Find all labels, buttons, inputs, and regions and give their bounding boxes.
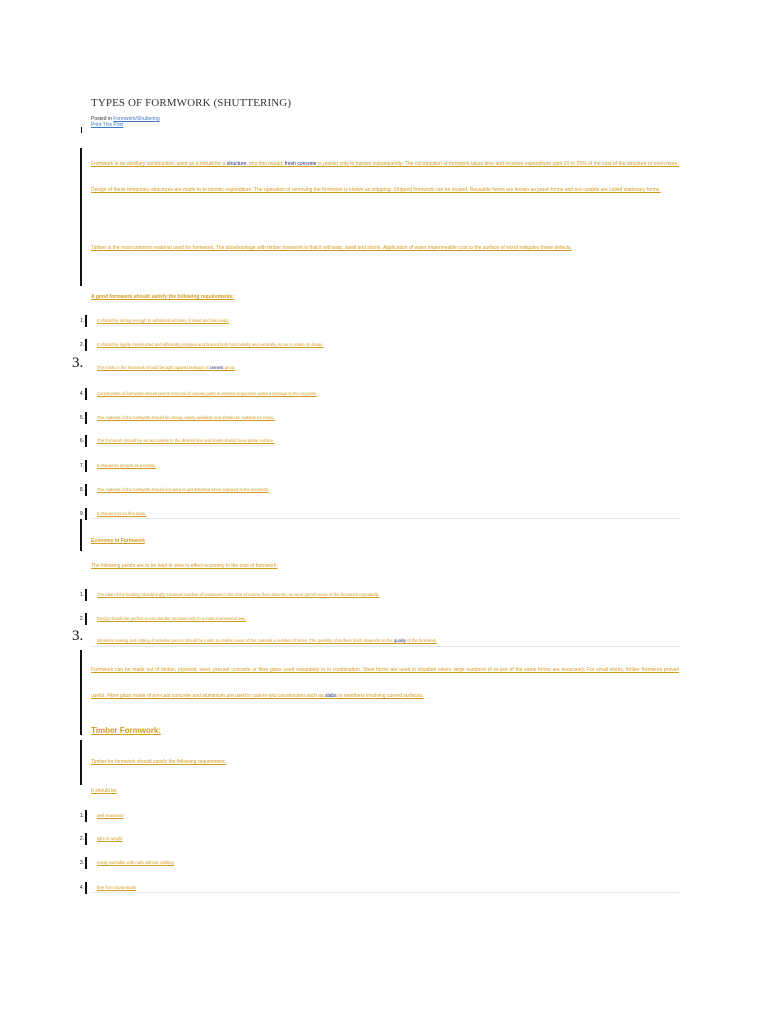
list-item: It should be strong enough to withstand all loses of dead and live loads.	[97, 318, 230, 323]
requirements-heading: A good formwork should satisfy the following requirements:	[91, 294, 235, 300]
list-number: 1.	[79, 592, 84, 598]
list-item: The material of the formwork should be cheap, easily available and should be suitable for reuse.	[97, 415, 275, 420]
list-item: It should be as light as possible.	[97, 463, 157, 468]
item-bar	[85, 833, 87, 845]
item-bar	[85, 508, 87, 520]
text: Formwork can be made out of timber, plywood, steel, precast concrete or fibre glass used separately or in combination. Steel forms are used in situation where large numbers of re-use of the same forms are necessary. For small works, timber formwork proves useful. Fibre glass made of pre-cast concrete and aluminium are used in cast-in-situ construction such as	[91, 667, 679, 699]
item-bar	[85, 339, 87, 351]
cursor-mark	[81, 127, 82, 133]
list-number: 2.	[79, 342, 84, 348]
list-number: 1.	[79, 318, 84, 324]
divider	[91, 646, 679, 647]
list-item	[97, 638, 437, 643]
list-item: The formwork should be set accurately to the desired line and levels should have plane surface.	[97, 438, 275, 443]
text: . Into this mould,	[246, 161, 285, 167]
paragraph-materials	[91, 657, 679, 727]
divider	[91, 892, 679, 893]
list-number: 2.	[79, 616, 84, 622]
list-number: 3.	[79, 860, 84, 866]
list-number: 4.	[79, 391, 84, 397]
posted-in-label: Posted in	[91, 116, 112, 122]
list-item: easily workable with nails without splitting	[97, 860, 174, 865]
list-item	[97, 365, 235, 370]
text: Minimum sawing and cutting of wooden pieces should be made to enable reuse of the material a number of times. The quantity of surface finish depends on the	[97, 638, 394, 643]
item-bar	[85, 810, 87, 822]
print-line	[91, 122, 123, 128]
paragraph-timber: Timber is the most common material used for formwork. The disadvantage with timber formwork is that it will warp, swell and shrink. Application of water impermeable cost to the surface of wood mitigates these defects.	[91, 245, 573, 251]
text: grout.	[223, 365, 236, 370]
text: is placed only to harden subsequently. The construction of formwork takes time and involves expenditure upto 20 to 25% of the cost of the structure or even more. Design of these temporary structures are made to economic expenditure. The operation of removing the formwork is known as stripping. Stripped formwork can be reused. Reusable forms are known as panel forms and non-usable are called stationary forms.	[91, 161, 680, 193]
list-number: 2.	[79, 836, 84, 842]
text: The joints in the formwork should be tight against leakage of	[97, 365, 210, 370]
item-bar	[85, 882, 87, 894]
item-bar	[85, 388, 87, 400]
item-bar	[85, 412, 87, 424]
list-item: It should be rigidly constructed and efficiently propped and braced both horizontally and vertically, so as to retain its shape.	[97, 342, 324, 347]
quality-link[interactable]: quality	[393, 638, 407, 643]
list-item: The material of the formwork should not warp or get distorted when exposed to the elements.	[97, 487, 270, 492]
item-bar	[85, 460, 87, 472]
timber-intro: Timber for formwork should satisfy the following requirement:	[91, 759, 226, 765]
should-be-text: It should be	[91, 788, 117, 794]
list-number: 8.	[79, 487, 84, 493]
item-bar	[85, 484, 87, 496]
text: of the formwork.	[406, 638, 438, 643]
fresh-concrete-link[interactable]: fresh concrete	[284, 161, 317, 167]
paragraph-intro	[91, 151, 679, 203]
left-bar	[80, 650, 82, 735]
list-number: 3.	[72, 628, 84, 644]
structure-link[interactable]: structure	[226, 161, 247, 167]
list-item: light in weight	[97, 836, 123, 841]
list-number: 7.	[79, 463, 84, 469]
list-number: 3.	[72, 355, 84, 371]
item-bar	[85, 589, 87, 601]
list-number: 6.	[79, 438, 84, 444]
item-bar	[85, 435, 87, 447]
category-link[interactable]: Formwork/Shuttering	[113, 116, 160, 122]
item-bar	[85, 315, 87, 327]
text: Formwork is an ancillary construction, used as a mould for a	[91, 161, 227, 167]
economy-intro: The following points are to be kept in view to effect economy in the cost of formwork:	[91, 563, 278, 569]
item-bar	[85, 857, 87, 869]
list-item: Design should be perfect to use slender sections only in a most economical way.	[97, 616, 247, 621]
divider	[91, 518, 679, 519]
timber-formwork-heading: Timber Formwork:	[91, 726, 162, 735]
text: or members involving curved surfaces.	[336, 693, 424, 699]
print-post-link[interactable]: Print This Post	[91, 122, 124, 128]
list-item: well seasoned	[97, 813, 124, 818]
left-bar	[80, 740, 82, 785]
economy-heading: Economy in Formwork	[91, 538, 145, 544]
list-number: 4.	[79, 885, 84, 891]
list-item: The plan of the building should imply minimum number of variations in the size of rooms, floor area etc. so as to permit reuse of the formwork repeatedly.	[97, 592, 380, 597]
list-number: 5.	[79, 415, 84, 421]
item-bar	[85, 613, 87, 625]
list-number: 1.	[79, 813, 84, 819]
list-item: Construction of formwork should permit removal of various parts in desired sequences without damage to the concrete.	[97, 391, 318, 396]
page-title: TYPES OF FORMWORK (SHUTTERING)	[91, 97, 292, 109]
left-bar	[80, 148, 82, 286]
list-item: free from loose knots	[97, 885, 137, 890]
list-item: It should rest on firm base.	[97, 511, 147, 516]
cement-link[interactable]: cement	[209, 365, 224, 370]
slabs-link[interactable]: slabs	[325, 693, 337, 699]
list-number: 9.	[79, 511, 84, 517]
left-bar	[80, 519, 82, 551]
